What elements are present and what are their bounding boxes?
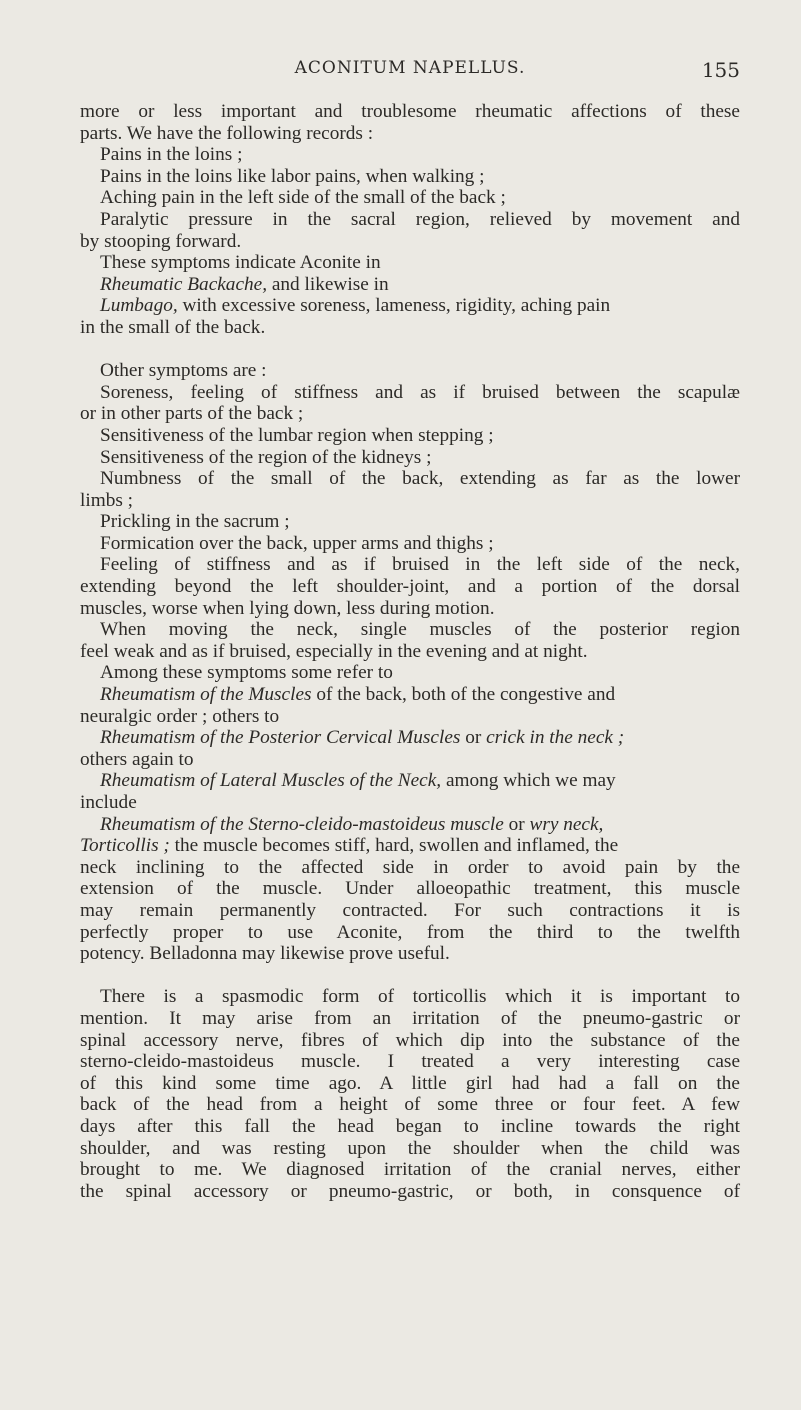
text-span: among which we may [441, 770, 616, 792]
text-line: There is a spasmodic form of torticollis which it is important to [100, 986, 740, 1008]
text-line: neck inclining to the affected side in order to avoid pain by the [80, 856, 740, 878]
text-span: with excessive soreness, lameness, rigidity, aching pain [177, 295, 611, 317]
text-span: or [503, 813, 530, 835]
text-line: Aching pain in the left side of the small of the back ; [100, 187, 506, 209]
text-line [80, 835, 740, 857]
text-line: Pains in the loins ; [100, 144, 243, 166]
text-line: Soreness, feeling of stiffness and as if bruised between the scapulæ [100, 381, 740, 403]
paragraph-gap [80, 965, 740, 987]
italic-term: Rheumatism of the Sterno-cleido-mastoideus muscle [100, 813, 504, 835]
text-line: These symptoms indicate Aconite in [100, 252, 381, 274]
italic-term: Rheumatism of Lateral Muscles of the Neck, [100, 770, 442, 792]
italic-term: wry neck, [529, 813, 604, 835]
text-line: Sensitiveness of the region of the kidneys ; [100, 446, 432, 468]
text-line: include [80, 792, 137, 813]
italic-term: Rheumatism of the Muscles [100, 684, 312, 706]
text-span: the muscle becomes stiff, hard, swollen and inflamed, the [169, 835, 619, 857]
text-line: Sensitiveness of the lumbar region when stepping ; [100, 424, 494, 446]
text-line: parts. We have the following records : [80, 122, 374, 144]
text-line: limbs ; [80, 489, 134, 511]
text-line: muscles, worse when lying down, less during motion. [80, 597, 495, 619]
text-line: Numbness of the small of the back, extending as far as the lower [100, 468, 740, 490]
text-line: shoulder, and was resting upon the shoulder when the child was [80, 1137, 740, 1159]
paragraph-2 [80, 360, 740, 965]
text-line: Formication over the back, upper arms and thighs ; [100, 532, 494, 554]
text-line [80, 727, 740, 749]
page-number: 155 [701, 58, 740, 82]
text-span: and likewise in [267, 273, 389, 295]
body-text [80, 101, 740, 1202]
paragraph-1 [80, 101, 740, 339]
text-line [80, 770, 740, 792]
text-line [80, 814, 740, 836]
text-line: potency. Belladonna may likewise prove useful. [80, 943, 450, 965]
text-line: sterno-cleido-mastoideus muscle. I treated a very interesting case [80, 1051, 740, 1073]
paragraph-3 [80, 986, 740, 1202]
page-header [80, 58, 740, 86]
italic-term: crick in the neck ; [486, 727, 625, 749]
text-line [80, 295, 740, 317]
text-line: or in other parts of the back ; [80, 403, 304, 425]
text-line: more or less important and troublesome rheumatic affections of these [80, 101, 740, 122]
text-line: brought to me. We diagnosed irritation of the cranial nerves, either [80, 1159, 740, 1181]
text-line: days after this fall the head began to incline towards the right [80, 1115, 740, 1137]
text-line: Prickling in the sacrum ; [100, 511, 290, 533]
italic-term: Rheumatic Backache, [100, 273, 268, 295]
text-line: feel weak and as if bruised, especially in the evening and at night. [80, 640, 588, 662]
text-line [80, 274, 740, 296]
running-head: ACONITUM NAPELLUS. [294, 58, 526, 78]
italic-term: Lumbago, [100, 295, 178, 317]
text-line: others again to [80, 748, 194, 770]
text-line: of this kind some time ago. A little girl had had a fall on the [80, 1072, 740, 1094]
text-line: the spinal accessory or pneumo-gastric, or both, in consquence of [80, 1180, 740, 1202]
text-line [80, 684, 740, 706]
paragraph-gap [80, 339, 740, 361]
italic-term: Torticollis ; [80, 835, 170, 857]
italic-term: Rheumatism of the Posterior Cervical Muscles [100, 727, 461, 749]
text-line: mention. It may arise from an irritation of the pneumo-gastric or [80, 1007, 740, 1029]
text-line: When moving the neck, single muscles of the posterior region [100, 619, 740, 641]
text-line: neuralgic order ; others to [80, 705, 280, 727]
text-line: Paralytic pressure in the sacral region, relieved by movement and [100, 208, 740, 230]
text-line: may remain permanently contracted. For such contractions it is [80, 899, 740, 921]
text-span: of the back, both of the congestive and [311, 684, 616, 706]
text-line: in the small of the back. [80, 316, 266, 338]
text-line: back of the head from a height of some three or four feet. A few [80, 1094, 740, 1116]
text-line: Among these symptoms some refer to [100, 662, 393, 684]
text-line: Feeling of stiffness and as if bruised in the left side of the neck, [100, 554, 740, 576]
text-line: extending beyond the left shoulder-joint, and a portion of the dorsal [80, 576, 740, 598]
text-line: by stooping forward. [80, 230, 242, 252]
text-line: spinal accessory nerve, fibres of which dip into the substance of the [80, 1029, 740, 1051]
text-line: Pains in the loins like labor pains, when walking ; [100, 165, 485, 187]
text-span: or [460, 727, 487, 749]
text-line: perfectly proper to use Aconite, from the third to the twelfth [80, 921, 740, 943]
text-line: Other symptoms are : [100, 360, 267, 382]
text-line: extension of the muscle. Under alloeopathic treatment, this muscle [80, 878, 740, 900]
